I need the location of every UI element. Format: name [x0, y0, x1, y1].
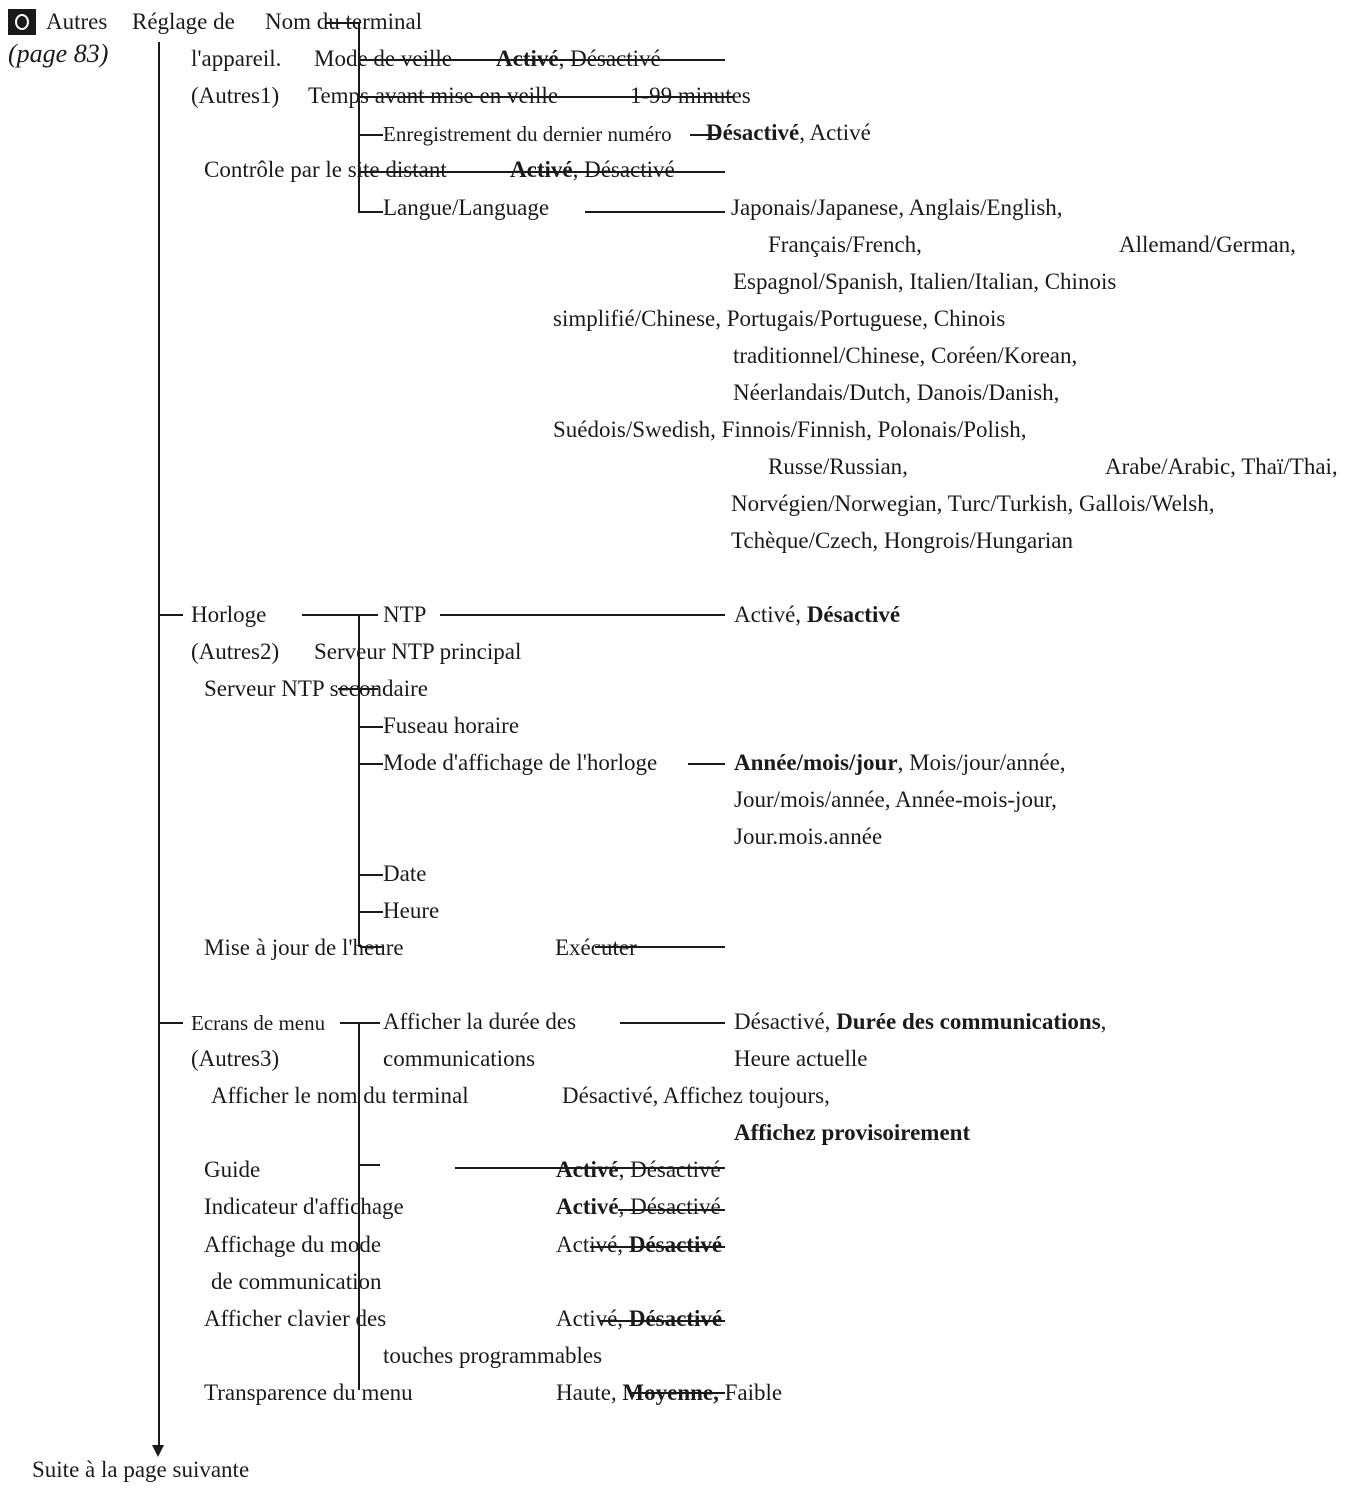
language-option-line: Japonais/Japanese, Anglais/English, — [731, 195, 1063, 220]
node-autres3: (Autres3) — [191, 1046, 280, 1071]
option: Haute, — [556, 1380, 623, 1405]
option: , Désactivé — [618, 1157, 721, 1182]
node-date: Date — [383, 861, 427, 886]
section-o-icon — [8, 9, 36, 35]
option-default: Moyenne, — [622, 1380, 719, 1405]
option-default: Activé — [556, 1194, 619, 1219]
node-nom-terminal: Nom du terminal — [265, 9, 423, 34]
branch-line — [585, 211, 725, 213]
mode-affichage-options — [734, 749, 1066, 777]
branch-line — [158, 1022, 183, 1024]
node-ecrans-menu: Ecrans de menu — [191, 1011, 326, 1035]
option-default: Désactivé — [628, 1306, 723, 1331]
node-autres2: (Autres2) — [191, 639, 280, 664]
option-default: Durée des communications — [836, 1009, 1101, 1034]
language-option-line: Allemand/German, — [1119, 232, 1296, 257]
clavier-options — [556, 1305, 722, 1333]
option: , — [1100, 1009, 1107, 1034]
option: Activé, — [556, 1306, 629, 1331]
node-controle: Contrôle par le site distant — [204, 157, 447, 182]
duree-options-line: Heure actuelle — [734, 1046, 868, 1071]
node-ntp-secondaire: Serveur NTP secondaire — [204, 676, 428, 701]
branch-line — [358, 874, 383, 876]
duree-options — [734, 1008, 1106, 1036]
temps-veille-value: 1-99 minutes — [630, 83, 751, 108]
option-default: Activé — [496, 46, 559, 71]
node-guide: Guide — [204, 1157, 261, 1182]
branch-line — [158, 614, 183, 616]
option: Activé, — [556, 1232, 629, 1257]
node-horloge: Horloge — [191, 602, 267, 627]
branch-line — [688, 763, 725, 765]
option: Activé, — [734, 602, 807, 627]
node-fuseau: Fuseau horaire — [383, 713, 520, 738]
node-duree-line2: communications — [383, 1046, 536, 1071]
node-clavier-line2: touches programmables — [383, 1343, 603, 1368]
node-indicateur: Indicateur d'affichage — [204, 1194, 404, 1219]
branch-line — [302, 614, 378, 616]
branch-line — [340, 1022, 380, 1024]
option: , Désactivé — [618, 1194, 721, 1219]
nom-options: Désactivé, Affichez toujours, — [562, 1083, 830, 1108]
branch-line — [358, 211, 383, 213]
option-default: Désactivé — [628, 1232, 723, 1257]
language-option-line: Français/French, — [768, 232, 922, 257]
node-transparence: Transparence du menu — [204, 1380, 413, 1405]
ntp-options — [734, 601, 900, 629]
node-mode-veille: Mode de veille — [314, 46, 452, 71]
controle-options — [510, 156, 675, 184]
node-mode-affichage: Mode d'affichage de l'horloge — [383, 750, 658, 775]
mise-a-jour-value: Exécuter — [555, 935, 637, 960]
continued-note: Suite à la page suivante — [32, 1457, 250, 1482]
language-option-line: Arabe/Arabic, Thaï/Thai, — [1105, 454, 1338, 479]
node-reglage-appareil: Réglage de — [132, 9, 235, 34]
option: Faible — [718, 1380, 783, 1405]
main-trunk-line — [158, 42, 160, 1446]
node-nom-terminal-display: Afficher le nom du terminal — [211, 1083, 469, 1108]
option-default: Année/mois/jour — [734, 750, 898, 775]
option: , Activé — [799, 120, 871, 145]
option-default: Désactivé — [706, 120, 800, 145]
branch-line — [358, 726, 383, 728]
branch-line — [358, 134, 383, 136]
option-default: Activé — [510, 157, 573, 182]
language-option-line: Norvégien/Norwegian, Turc/Turkish, Gallois/Welsh, — [731, 491, 1215, 516]
node-ntp-principal: Serveur NTP principal — [314, 639, 522, 664]
option-default: Désactivé — [806, 602, 901, 627]
guide-options — [556, 1156, 721, 1184]
option: , Mois/jour/année, — [897, 750, 1066, 775]
node-appareil: l'appareil. — [191, 46, 282, 71]
indicateur-options — [556, 1193, 721, 1221]
mode-affichage-options-line: Jour.mois.année — [734, 824, 883, 849]
option: Désactivé, — [734, 1009, 837, 1034]
branch-line — [440, 614, 725, 616]
node-ntp: NTP — [383, 602, 427, 627]
language-option-line: Néerlandais/Dutch, Danois/Danish, — [733, 380, 1060, 405]
page-reference: (page 83) — [8, 39, 109, 68]
node-mise-a-jour: Mise à jour de l'heure — [204, 935, 404, 960]
node-heure: Heure — [383, 898, 440, 923]
node-langue: Langue/Language — [383, 195, 550, 220]
option: , Désactivé — [572, 157, 675, 182]
language-option-line: traditionnel/Chinese, Coréen/Korean, — [733, 343, 1078, 368]
node-temps-veille: Temps avant mise en veille — [308, 83, 559, 108]
branch-line — [358, 763, 383, 765]
language-option-line: Russe/Russian, — [768, 454, 908, 479]
language-option-line: Espagnol/Spanish, Italien/Italian, Chinois — [733, 269, 1117, 294]
branch-line — [358, 911, 383, 913]
enregistrement-options — [706, 119, 871, 147]
mode-veille-options — [496, 45, 661, 73]
nom-options-default: Affichez provisoirement — [734, 1120, 971, 1145]
branch-line — [620, 1022, 725, 1024]
node-affichage-mode-line2: de communication — [211, 1269, 382, 1294]
option: , Désactivé — [558, 46, 661, 71]
node-autres1: (Autres1) — [191, 83, 280, 108]
option-default: Activé — [556, 1157, 619, 1182]
section-label: Autres — [46, 9, 108, 34]
mode-affichage-options-line: Jour/mois/année, Année-mois-jour, — [734, 787, 1057, 812]
language-option-line: Suédois/Swedish, Finnois/Finnish, Polonais/Polish, — [553, 417, 1027, 442]
language-option-line: simplifié/Chinese, Portugais/Portuguese, Chinois — [553, 306, 1006, 331]
affichage-mode-options — [556, 1231, 722, 1259]
node-affichage-mode: Affichage du mode — [204, 1232, 382, 1257]
language-option-line: Tchèque/Czech, Hongrois/Hungarian — [731, 528, 1074, 553]
node-duree: Afficher la durée des — [383, 1009, 577, 1034]
branch-line — [358, 1164, 380, 1166]
transparence-options — [556, 1379, 782, 1407]
node-enregistrement: Enregistrement du dernier numéro — [383, 122, 672, 146]
node-clavier: Afficher clavier des — [204, 1306, 387, 1331]
